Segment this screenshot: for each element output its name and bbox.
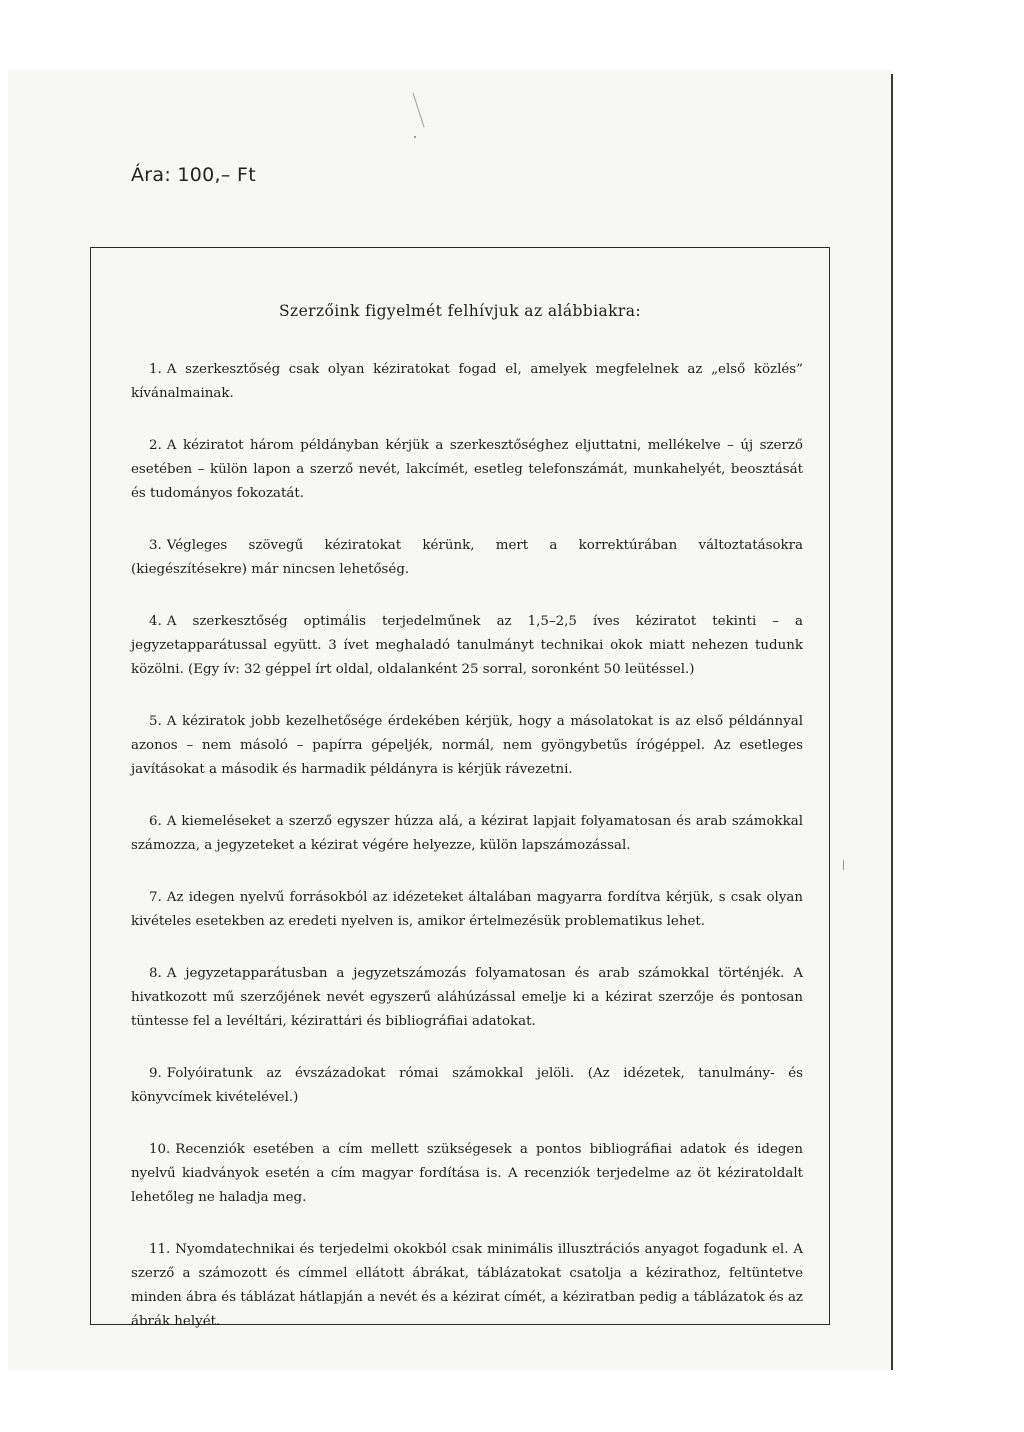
guideline-item: [131, 810, 803, 858]
guideline-number: 10.: [149, 1142, 171, 1157]
guideline-number: 5.: [149, 714, 162, 729]
guideline-item: [131, 610, 803, 682]
guideline-item: [131, 1062, 803, 1110]
guideline-number: 3.: [149, 538, 162, 553]
guideline-text: Folyóiratunk az évszázadokat római számokkal jelöli. (Az idézetek, tanulmány- és könyvcímek kivételével.): [131, 1066, 803, 1105]
guideline-text: A szerkesztőség csak olyan kéziratokat fogad el, amelyek megfelelnek az „első közlés” kívánalmainak.: [131, 362, 803, 401]
guideline-number: 1.: [149, 362, 162, 377]
guideline-number: 2.: [149, 438, 162, 453]
guideline-number: 7.: [149, 890, 162, 905]
guideline-item: [131, 886, 803, 934]
guideline-text: A kiemeléseket a szerző egyszer húzza alá, a kézirat lapjait folyamatosan és arab számokkal számozza, a jegyzeteket a kézirat végére helyezze, külön lapszámozással.: [131, 814, 803, 853]
guideline-item: [131, 710, 803, 782]
guideline-item: [131, 1238, 803, 1334]
price-label: Ára: 100,– Ft: [131, 164, 257, 186]
guideline-number: 11.: [149, 1242, 171, 1257]
guideline-text: Végleges szövegű kéziratokat kérünk, mert a korrektúrában változtatásokra (kiegészítésekre) már nincsen lehetőség.: [131, 538, 803, 577]
notice-title: Szerzőink figyelmét felhívjuk az alábbiakra:: [278, 302, 641, 320]
scan-speck: [414, 136, 416, 138]
guideline-text: A jegyzetapparátusban a jegyzetszámozás folyamatosan és arab számokkal történjék. A hivatkozott mű szerzőjének nevét egyszerű aláhúzással emelje ki a kézirat szerzője és pontosan tüntesse fel a levéltári, kézirattári és bibliográfiai adatokat.: [131, 966, 803, 1029]
guideline-text: A kéziratok jobb kezelhetősége érdekében kérjük, hogy a másolatokat is az első példánnyal azonos – nem másoló – papírra gépeljék, normál, nem gyöngybetűs írógéppel. Az esetleges javításokat a második és harmadik példányra is kérjük rávezetni.: [131, 714, 803, 777]
guideline-item: [131, 962, 803, 1034]
scan-speck: [843, 860, 844, 870]
guideline-text: Nyomdatechnikai és terjedelmi okokból csak minimális illusztrációs anyagot fogadunk el. A szerző a számozott és címmel ellátott ábrákat, táblázatokat csatolja a kézirathoz, feltüntetve minden ábra és táblázat hátlapján a nevét és a kézirat címét, a kéziratban pedig a táblázatok és az ábrák helyét.: [131, 1242, 803, 1329]
guideline-number: 6.: [149, 814, 162, 829]
guideline-text: Recenziók esetében a cím mellett szükségesek a pontos bibliográfiai adatok és idegen nyelvű kiadványok esetén a cím magyar fordítása is. A recenziók terjedelme az öt kéziratoldalt lehetőleg ne haladja meg.: [131, 1142, 803, 1205]
guidelines-list: [131, 358, 803, 1362]
guideline-item: [131, 534, 803, 582]
guideline-text: Az idegen nyelvű forrásokból az idézeteket általában magyarra fordítva kérjük, s csak olyan kivételes esetekben az eredeti nyelven is, amikor értelmezésük problematikus lehet.: [131, 890, 803, 929]
guideline-item: [131, 1138, 803, 1210]
guideline-number: 8.: [149, 966, 162, 981]
guideline-number: 4.: [149, 614, 162, 629]
guideline-text: A kéziratot három példányban kérjük a szerkesztőséghez eljuttatni, mellékelve – új szerző esetében – külön lapon a szerző nevét, lakcímét, esetleg telefonszámát, munkahelyét, beosztását és tudományos fokozatát.: [131, 438, 803, 501]
guideline-text: A szerkesztőség optimális terjedelműnek az 1,5–2,5 íves kéziratot tekinti – a jegyzetapparátussal együtt. 3 ívet meghaladó tanulmányt technikai okok miatt nehezen tudunk közölni. (Egy ív: 32 géppel írt oldal, oldalanként 25 sorral, soronként 50 leütéssel.): [131, 614, 803, 677]
guideline-item: [131, 358, 803, 406]
page-edge-line: [891, 74, 893, 1370]
guideline-number: 9.: [149, 1066, 162, 1081]
author-guidelines-box: [90, 247, 830, 1329]
guideline-item: [131, 434, 803, 506]
